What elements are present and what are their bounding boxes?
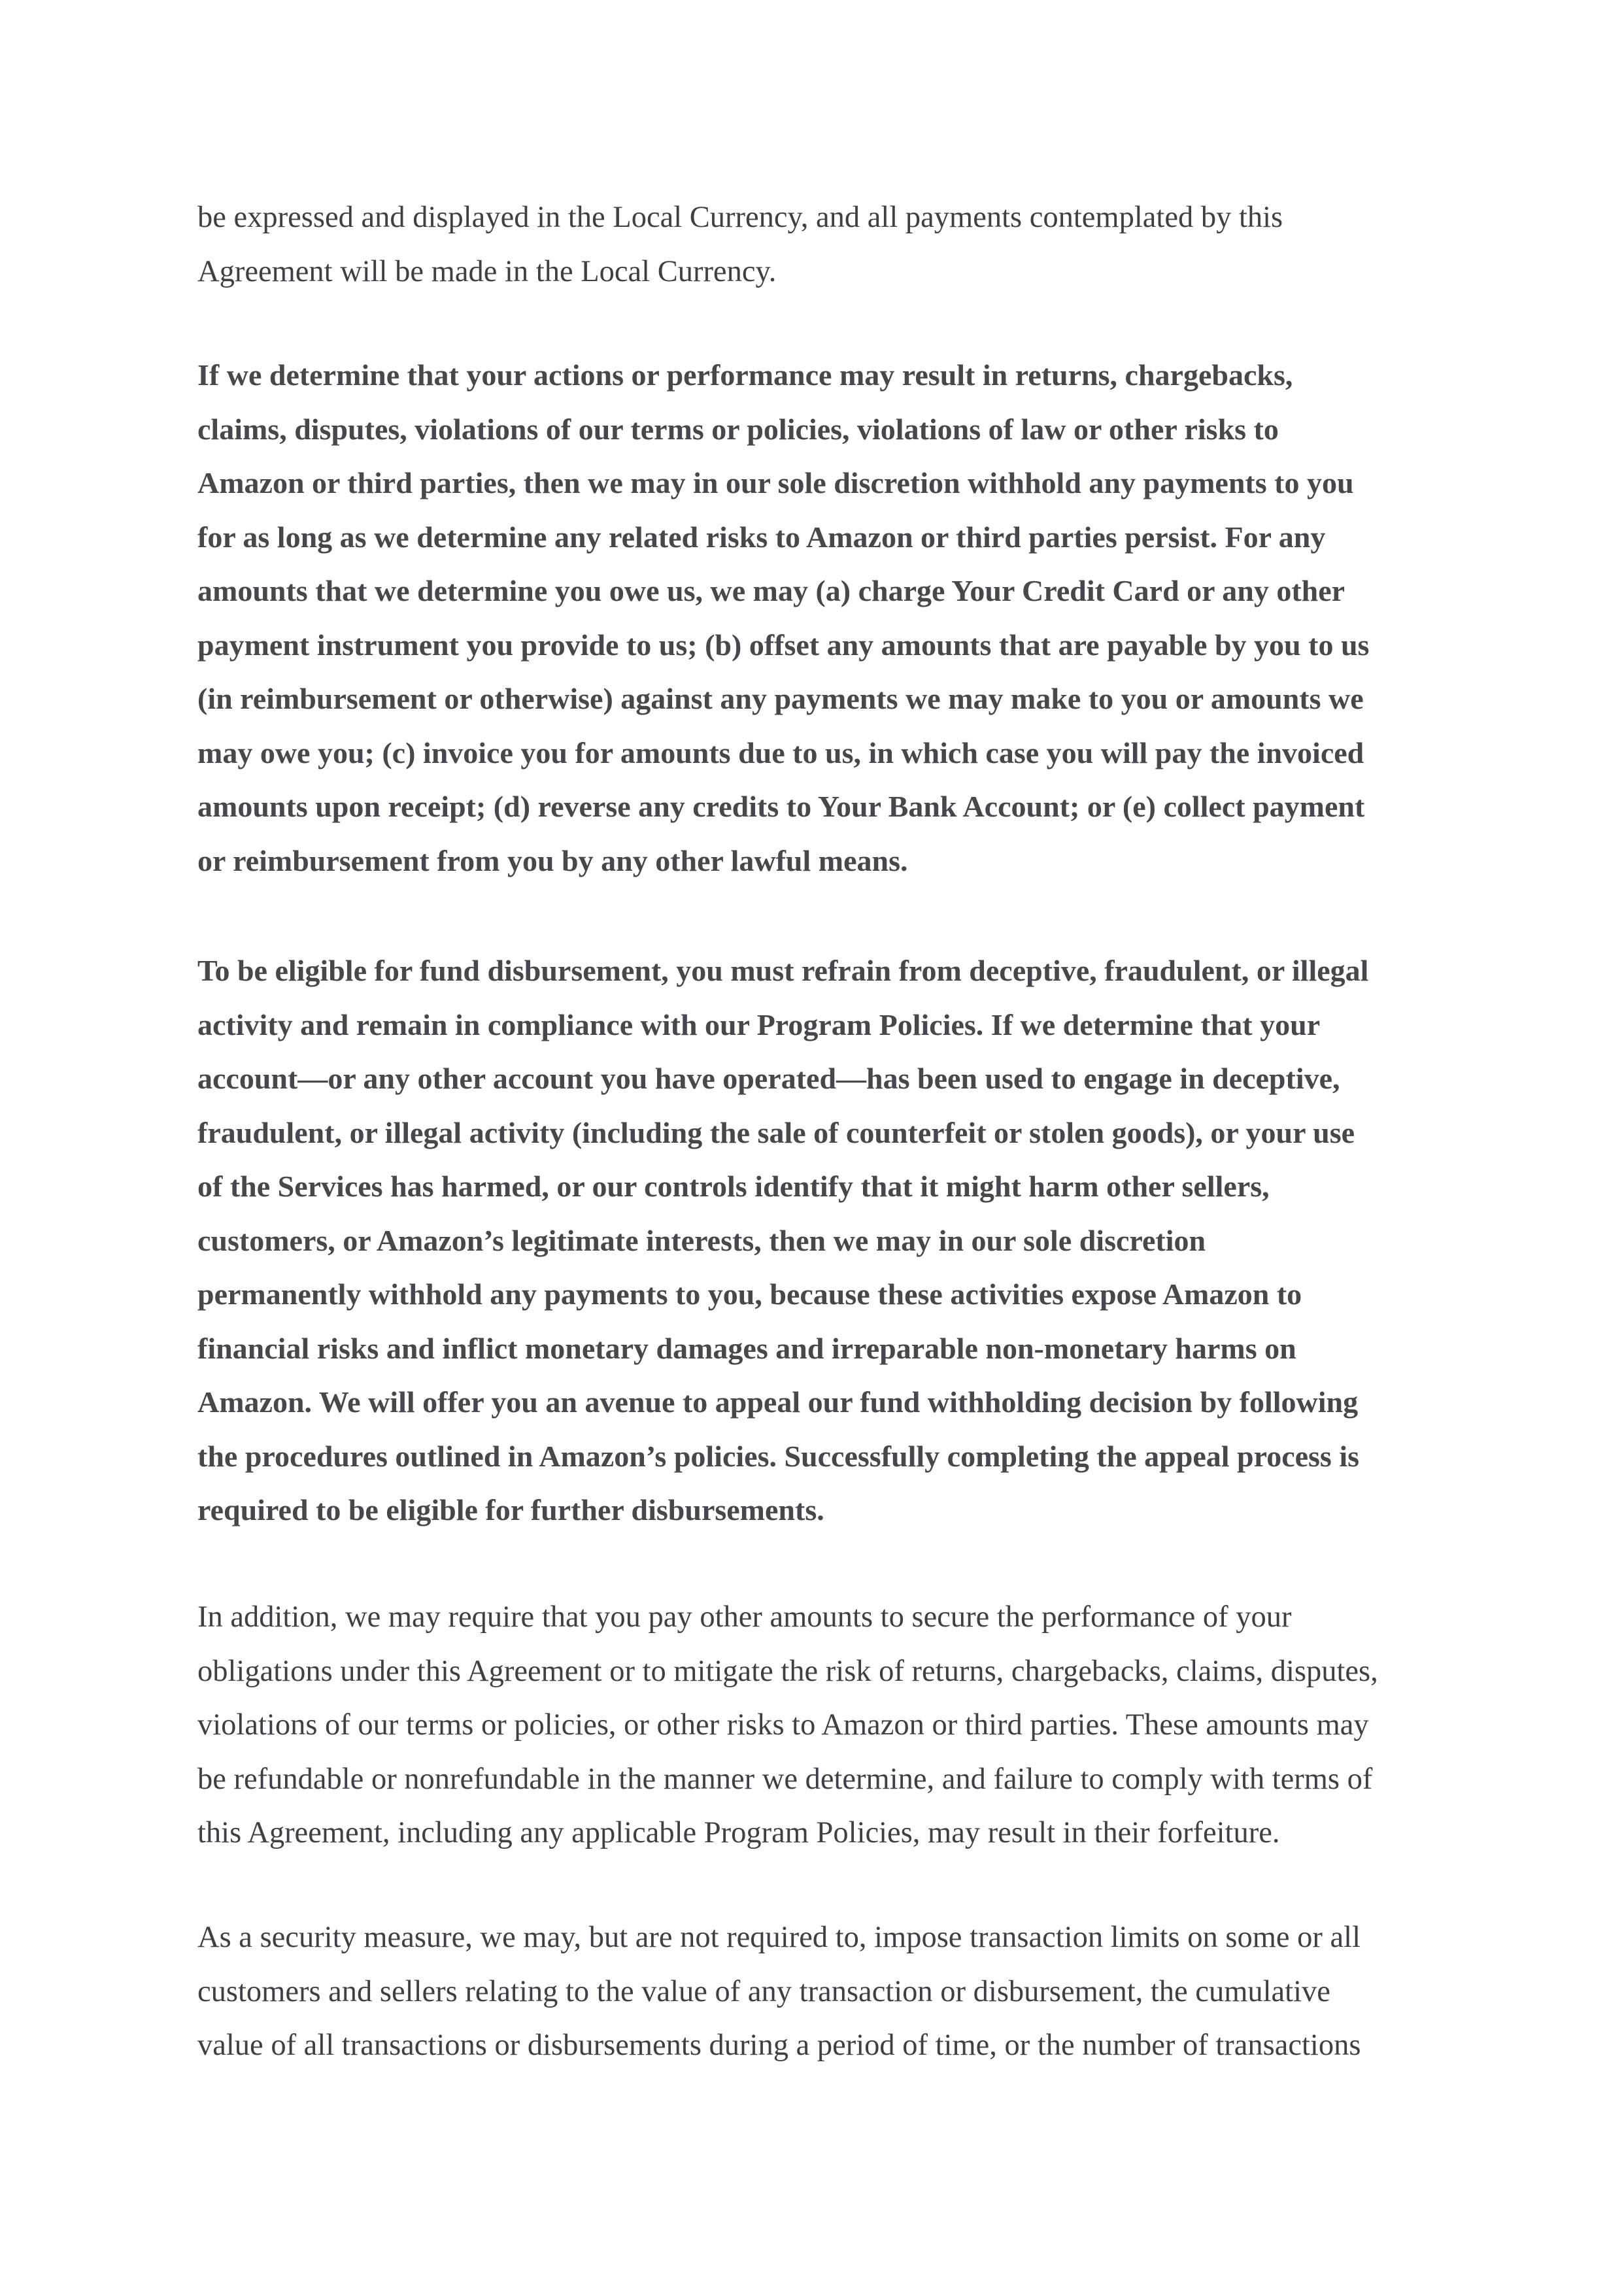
text-line: of the Services has harmed, or our controls identify that it might harm other sellers, bbox=[197, 1170, 1270, 1203]
paragraph-local-currency bbox=[197, 191, 1466, 299]
text-line: Agreement will be made in the Local Currency. bbox=[197, 254, 777, 288]
text-line: In addition, we may require that you pay other amounts to secure the performance of your bbox=[197, 1600, 1292, 1634]
paragraph-additional-amounts bbox=[197, 1591, 1466, 1861]
text-line: violations of our terms or policies, or other risks to Amazon or third parties. These amounts may bbox=[197, 1708, 1369, 1742]
text-line: claims, disputes, violations of our terms or policies, violations of law or other risks to bbox=[197, 412, 1279, 446]
text-line: permanently withhold any payments to you, because these activities expose Amazon to bbox=[197, 1277, 1302, 1311]
text-line: customers and sellers relating to the value of any transaction or disbursement, the cumulative bbox=[197, 1974, 1330, 2008]
paragraph-fund-disbursement-eligibility bbox=[197, 944, 1466, 1538]
text-line: amounts upon receipt; (d) reverse any credits to Your Bank Account; or (e) collect payment bbox=[197, 790, 1365, 823]
text-line: for as long as we determine any related risks to Amazon or third parties persist. For any bbox=[197, 520, 1326, 554]
text-line: obligations under this Agreement or to mitigate the risk of returns, chargebacks, claims, disputes, bbox=[197, 1654, 1378, 1688]
text-line: financial risks and inflict monetary damages and irreparable non-monetary harms on bbox=[197, 1331, 1296, 1365]
text-line: payment instrument you provide to us; (b) offset any amounts that are payable by you to us bbox=[197, 628, 1370, 662]
text-line: activity and remain in compliance with our Program Policies. If we determine that your bbox=[197, 1007, 1321, 1041]
text-line: If we determine that your actions or performance may result in returns, chargebacks, bbox=[197, 358, 1293, 392]
text-line: value of all transactions or disbursements during a period of time, or the number of transactions bbox=[197, 2029, 1361, 2062]
text-line: To be eligible for fund disbursement, you must refrain from deceptive, fraudulent, or illegal bbox=[197, 954, 1369, 987]
text-line: (in reimbursement or otherwise) against any payments we may make to you or amounts we bbox=[197, 682, 1364, 715]
text-line: fraudulent, or illegal activity (including the sale of counterfeit or stolen goods), or your use bbox=[197, 1115, 1355, 1149]
text-line: Amazon or third parties, then we may in our sole discretion withhold any payments to you bbox=[197, 466, 1354, 499]
text-line: account—or any other account you have operated—has been used to engage in deceptive, bbox=[197, 1062, 1340, 1095]
text-line: the procedures outlined in Amazon’s policies. Successfully completing the appeal process is bbox=[197, 1439, 1360, 1473]
text-line: be refundable or nonrefundable in the manner we determine, and failure to comply with terms of bbox=[197, 1762, 1373, 1796]
text-line: As a security measure, we may, but are not required to, impose transaction limits on some or all bbox=[197, 1921, 1361, 1954]
text-line: Amazon. We will offer you an avenue to appeal our fund withholding decision by following bbox=[197, 1385, 1359, 1419]
text-line: amounts that we determine you owe us, we may (a) charge Your Credit Card or any other bbox=[197, 574, 1345, 607]
text-line: this Agreement, including any applicable Program Policies, may result in their forfeiture. bbox=[197, 1816, 1280, 1849]
text-line: customers, or Amazon’s legitimate interests, then we may in our sole discretion bbox=[197, 1223, 1206, 1257]
paragraph-security-measure bbox=[197, 1911, 1466, 2073]
text-line: be expressed and displayed in the Local Currency, and all payments contemplated by this bbox=[197, 201, 1283, 234]
paragraph-withhold-payments bbox=[197, 348, 1466, 888]
text-line: may owe you; (c) invoice you for amounts due to us, in which case you will pay the invoiced bbox=[197, 735, 1364, 769]
text-line: required to be eligible for further disbursements. bbox=[197, 1493, 824, 1527]
text-line: or reimbursement from you by any other lawful means. bbox=[197, 843, 908, 877]
